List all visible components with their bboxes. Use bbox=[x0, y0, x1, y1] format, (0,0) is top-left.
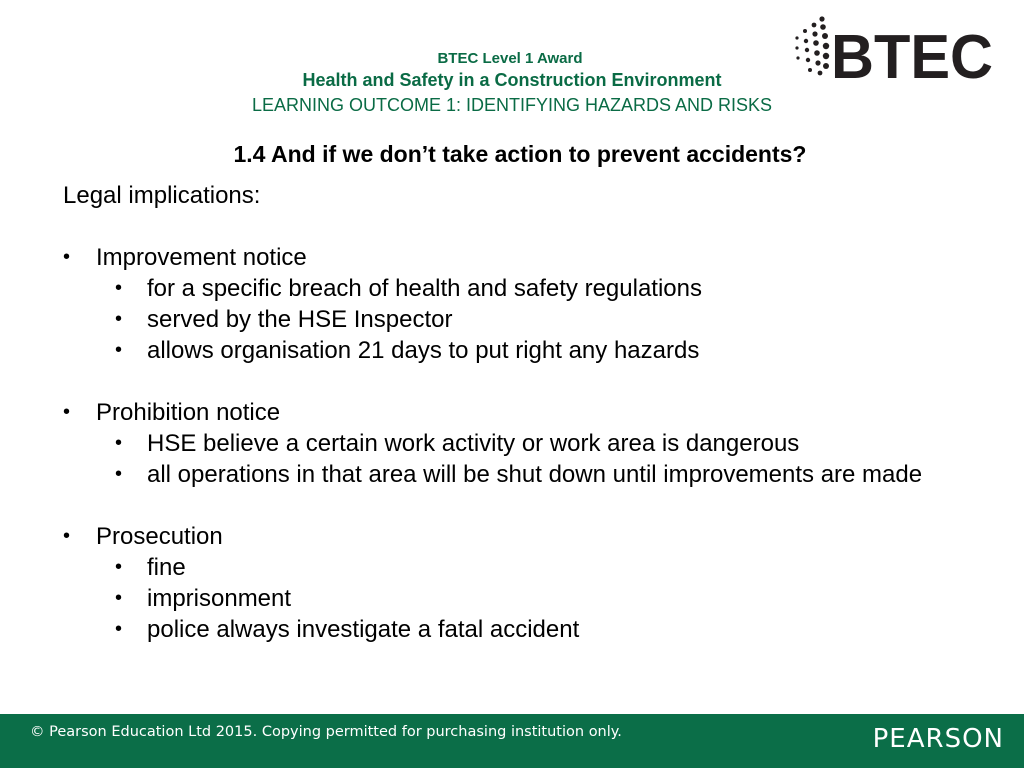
list-item bbox=[63, 335, 1013, 366]
intro-line bbox=[63, 180, 1013, 211]
list-item-text: served by the HSE Inspector bbox=[147, 306, 453, 333]
list-item-text: for a specific breach of health and safety regulations bbox=[147, 275, 702, 302]
bullet-icon: • bbox=[115, 432, 123, 454]
section-heading-text: Prosecution bbox=[96, 523, 223, 550]
list-item bbox=[63, 552, 1013, 583]
section-heading-text: Prohibition notice bbox=[96, 399, 281, 426]
dot-cluster-icon bbox=[792, 16, 997, 80]
pearson-logo: PEARSON bbox=[872, 724, 1004, 754]
slide-content bbox=[63, 180, 1013, 645]
list-item-text: allows organisation 21 days to put right any hazards bbox=[147, 337, 700, 364]
list-item-text: all operations in that area will be shut down until improvements are made bbox=[147, 461, 923, 488]
intro-text: Legal implications: bbox=[63, 182, 261, 209]
bullet-icon: • bbox=[115, 308, 123, 330]
section-heading-text: Improvement notice bbox=[96, 244, 307, 271]
slide-title: 1.4 And if we don’t take action to prevent accidents? bbox=[233, 141, 807, 167]
list-item bbox=[63, 304, 1013, 335]
section-heading bbox=[63, 242, 1013, 273]
section-heading bbox=[63, 397, 1013, 428]
bullet-icon: • bbox=[115, 463, 123, 485]
list-item bbox=[63, 614, 1013, 645]
bullet-icon: • bbox=[115, 618, 123, 640]
bullet-icon: • bbox=[63, 525, 71, 547]
bullet-icon: • bbox=[63, 401, 71, 423]
bullet-icon: • bbox=[115, 556, 123, 578]
list-item bbox=[63, 428, 1013, 459]
unit-title: Health and Safety in a Construction Environment bbox=[302, 70, 722, 90]
list-item-text: fine bbox=[147, 554, 186, 581]
btec-logo bbox=[792, 16, 997, 80]
list-item bbox=[63, 459, 1013, 490]
btec-logo-text: BTEC bbox=[831, 23, 993, 80]
award-title: BTEC Level 1 Award bbox=[437, 50, 583, 67]
list-item-text: imprisonment bbox=[147, 585, 292, 612]
bullet-icon: • bbox=[115, 277, 123, 299]
list-item bbox=[63, 273, 1013, 304]
section-heading bbox=[63, 521, 1013, 552]
list-item-text: police always investigate a fatal accident bbox=[147, 616, 580, 643]
list-item bbox=[63, 583, 1013, 614]
bullet-icon: • bbox=[63, 246, 71, 268]
list-item-text: HSE believe a certain work activity or work area is dangerous bbox=[147, 430, 800, 457]
bullet-icon: • bbox=[115, 587, 123, 609]
copyright-text: © Pearson Education Ltd 2015. Copying permitted for purchasing institution only. bbox=[30, 724, 622, 740]
bullet-icon: • bbox=[115, 339, 123, 361]
footer-bar bbox=[0, 714, 1024, 768]
learning-outcome: LEARNING OUTCOME 1: IDENTIFYING HAZARDS AND RISKS bbox=[251, 95, 773, 115]
